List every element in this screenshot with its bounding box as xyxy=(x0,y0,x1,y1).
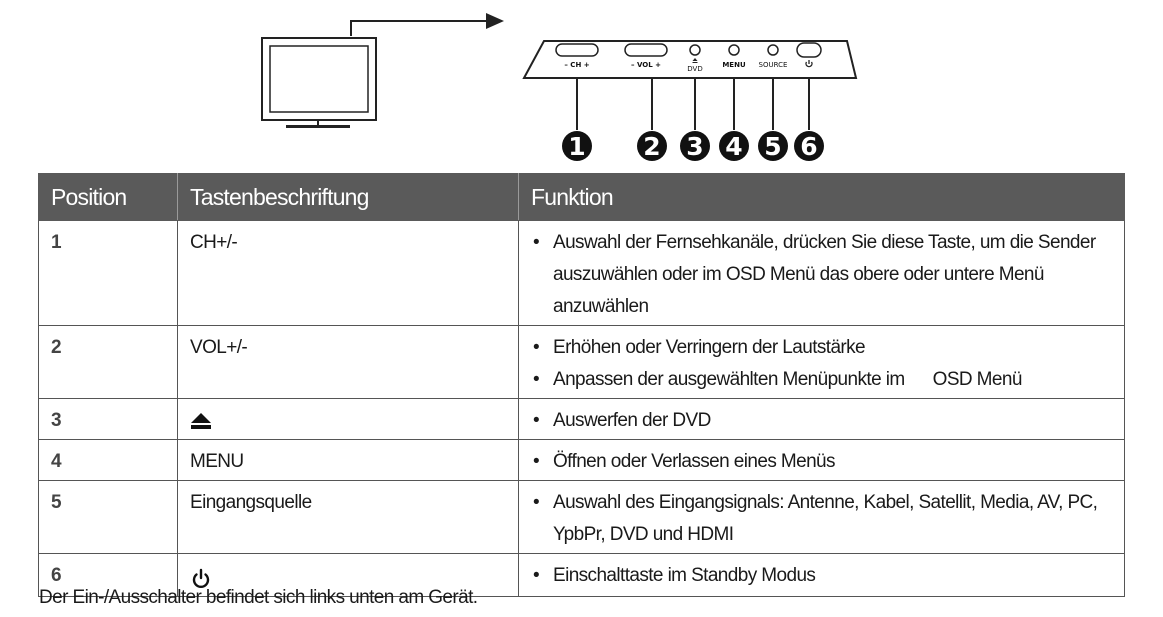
menu-button-shape xyxy=(729,45,739,55)
row-label: Eingangsquelle xyxy=(178,481,519,554)
table-row xyxy=(39,481,1125,554)
table-row xyxy=(39,399,1125,440)
vol-button-shape xyxy=(625,44,667,56)
row-position: 4 xyxy=(39,440,178,481)
marker-4 xyxy=(719,131,749,161)
marker-6 xyxy=(794,131,824,161)
panel-label-ch: – CH + xyxy=(564,61,590,69)
control-panel-diagram xyxy=(0,0,1163,172)
row-label xyxy=(178,399,519,440)
table-row xyxy=(39,326,1125,399)
row-position: 3 xyxy=(39,399,178,440)
function-item: • Auswahl des Eingangsignals: Antenne, Kabel, Satellit, Media, AV, PC, YpbPr, DVD und HDMI xyxy=(531,487,1112,551)
row-function xyxy=(519,399,1125,440)
header-label: Tastenbeschriftung xyxy=(178,174,519,221)
panel-label-menu: MENU xyxy=(722,61,746,69)
panel-label-dvd: DVD xyxy=(687,65,703,73)
pointer-arrow xyxy=(351,13,504,36)
power-button-shape xyxy=(797,43,821,57)
row-function xyxy=(519,221,1125,326)
panel-label-source: SOURCE xyxy=(758,61,788,69)
svg-text:4: 4 xyxy=(725,132,743,161)
footnote: Der Ein-/Ausschalter befindet sich links unten am Gerät. xyxy=(39,587,478,608)
marker-5 xyxy=(758,131,788,161)
table-header-row xyxy=(39,174,1125,221)
ch-button-shape xyxy=(556,44,598,56)
header-function: Funktion xyxy=(519,174,1125,221)
table-row xyxy=(39,221,1125,326)
marker-3 xyxy=(680,131,710,161)
row-function xyxy=(519,481,1125,554)
svg-text:1: 1 xyxy=(568,132,586,161)
function-item: • Einschalttaste im Standby Modus xyxy=(531,560,1112,592)
row-label: CH+/- xyxy=(178,221,519,326)
device-side-panel xyxy=(524,41,856,78)
dvd-button-shape xyxy=(690,45,700,55)
function-item: • Anpassen der ausgewählten Menüpunkte im OSD Menü xyxy=(531,364,1112,396)
function-item: • Öffnen oder Verlassen eines Menüs xyxy=(531,446,1112,478)
function-item: • Erhöhen oder Verringern der Lautstärke xyxy=(531,332,1112,364)
panel-label-vol: – VOL + xyxy=(631,61,661,69)
row-position: 1 xyxy=(39,221,178,326)
source-button-shape xyxy=(768,45,778,55)
svg-text:2: 2 xyxy=(643,132,661,161)
row-function xyxy=(519,440,1125,481)
controls-table xyxy=(38,173,1125,597)
row-label: VOL+/- xyxy=(178,326,519,399)
row-position: 5 xyxy=(39,481,178,554)
marker-2 xyxy=(637,131,667,161)
marker-1 xyxy=(562,131,592,161)
function-item: • Auswahl der Fernsehkanäle, drücken Sie diese Taste, um die Sender auszuwählen oder im OSD Menü das obere oder untere Menü anzuwählen xyxy=(531,227,1112,323)
leader-lines xyxy=(577,79,809,130)
table-row xyxy=(39,440,1125,481)
function-item: • Auswerfen der DVD xyxy=(531,405,1112,437)
header-position: Position xyxy=(39,174,178,221)
row-label: MENU xyxy=(178,440,519,481)
tv-icon xyxy=(262,38,376,128)
svg-text:5: 5 xyxy=(764,132,782,161)
svg-text:3: 3 xyxy=(686,132,704,161)
row-position: 6 xyxy=(39,554,178,597)
row-position: 2 xyxy=(39,326,178,399)
svg-text:6: 6 xyxy=(800,132,818,161)
row-function xyxy=(519,554,1125,597)
row-function xyxy=(519,326,1125,399)
eject-icon xyxy=(190,412,212,430)
